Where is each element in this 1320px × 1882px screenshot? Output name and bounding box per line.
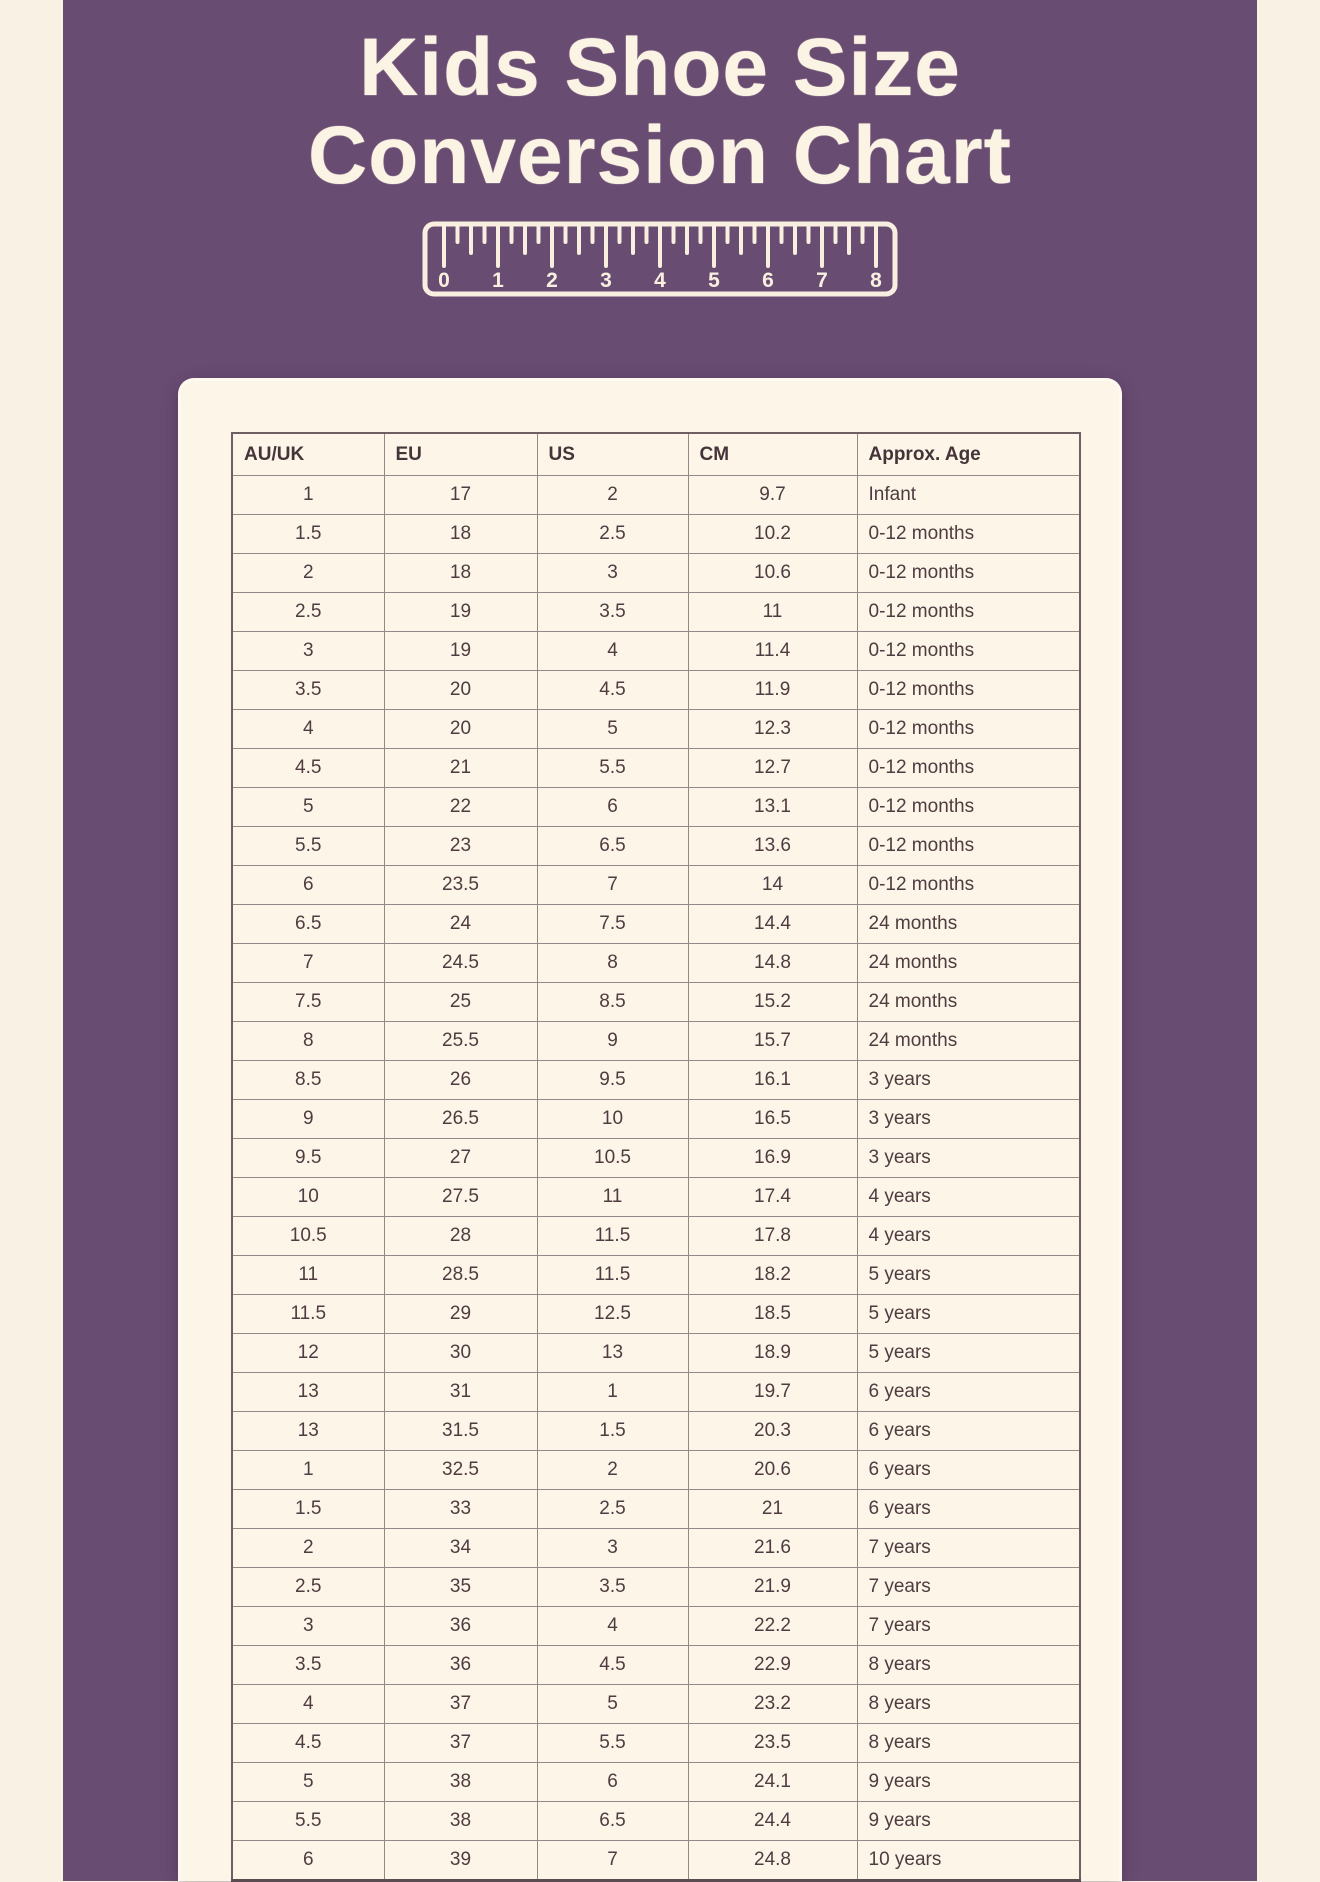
cell-cm: 24.1	[688, 1763, 857, 1802]
cell-us: 7	[537, 1841, 688, 1881]
cell-us: 3.5	[537, 1568, 688, 1607]
cell-cm: 15.2	[688, 983, 857, 1022]
cell-auuk: 10	[232, 1178, 384, 1217]
cell-eu: 29	[384, 1295, 537, 1334]
cell-cm: 20.6	[688, 1451, 857, 1490]
cell-auuk: 2	[232, 554, 384, 593]
cell-auuk: 2	[232, 1529, 384, 1568]
cell-eu: 28.5	[384, 1256, 537, 1295]
cell-us: 1	[537, 1373, 688, 1412]
cell-age: Infant	[857, 476, 1080, 515]
cell-auuk: 1.5	[232, 1490, 384, 1529]
table-row	[232, 1802, 1080, 1841]
ruler-wrap	[63, 217, 1257, 301]
cell-auuk: 4	[232, 1685, 384, 1724]
table-body	[232, 476, 1080, 1881]
cell-cm: 23.2	[688, 1685, 857, 1724]
cell-eu: 31	[384, 1373, 537, 1412]
col-header-cm: CM	[688, 433, 857, 476]
cell-eu: 38	[384, 1763, 537, 1802]
cell-auuk: 5	[232, 1763, 384, 1802]
svg-text:6: 6	[762, 269, 774, 293]
cell-cm: 21.9	[688, 1568, 857, 1607]
cell-age: 0-12 months	[857, 632, 1080, 671]
cell-us: 2	[537, 1451, 688, 1490]
cell-age: 0-12 months	[857, 554, 1080, 593]
cell-eu: 21	[384, 749, 537, 788]
cell-age: 8 years	[857, 1685, 1080, 1724]
table-row	[232, 944, 1080, 983]
cell-auuk: 8.5	[232, 1061, 384, 1100]
cell-eu: 37	[384, 1724, 537, 1763]
cell-us: 5	[537, 710, 688, 749]
cell-cm: 17.4	[688, 1178, 857, 1217]
cell-auuk: 11.5	[232, 1295, 384, 1334]
cell-cm: 23.5	[688, 1724, 857, 1763]
table-row	[232, 749, 1080, 788]
cell-us: 2.5	[537, 1490, 688, 1529]
cell-cm: 16.1	[688, 1061, 857, 1100]
cell-eu: 36	[384, 1646, 537, 1685]
cell-age: 0-12 months	[857, 671, 1080, 710]
col-header-age: Approx. Age	[857, 433, 1080, 476]
cell-us: 4	[537, 1607, 688, 1646]
cell-us: 12.5	[537, 1295, 688, 1334]
cell-age: 9 years	[857, 1802, 1080, 1841]
cell-age: 5 years	[857, 1295, 1080, 1334]
cell-cm: 21.6	[688, 1529, 857, 1568]
cell-age: 0-12 months	[857, 827, 1080, 866]
cell-us: 3	[537, 554, 688, 593]
cell-cm: 15.7	[688, 1022, 857, 1061]
cell-auuk: 4.5	[232, 1724, 384, 1763]
cell-us: 9	[537, 1022, 688, 1061]
cell-us: 8	[537, 944, 688, 983]
cell-auuk: 12	[232, 1334, 384, 1373]
cell-auuk: 13	[232, 1373, 384, 1412]
cell-us: 2	[537, 476, 688, 515]
table-row	[232, 1412, 1080, 1451]
table-row	[232, 788, 1080, 827]
cell-cm: 18.9	[688, 1334, 857, 1373]
cell-auuk: 7	[232, 944, 384, 983]
cell-cm: 13.1	[688, 788, 857, 827]
cell-eu: 25	[384, 983, 537, 1022]
cell-eu: 33	[384, 1490, 537, 1529]
table-row	[232, 1217, 1080, 1256]
table-row	[232, 1607, 1080, 1646]
cell-age: 0-12 months	[857, 749, 1080, 788]
cell-age: 9 years	[857, 1763, 1080, 1802]
cell-cm: 22.9	[688, 1646, 857, 1685]
cell-eu: 28	[384, 1217, 537, 1256]
table-row	[232, 476, 1080, 515]
cell-age: 0-12 months	[857, 710, 1080, 749]
cell-age: 6 years	[857, 1451, 1080, 1490]
conversion-table	[231, 432, 1081, 1882]
table-row	[232, 1178, 1080, 1217]
col-header-eu: EU	[384, 433, 537, 476]
cell-age: 5 years	[857, 1256, 1080, 1295]
cell-us: 6.5	[537, 827, 688, 866]
cell-us: 3	[537, 1529, 688, 1568]
cell-cm: 11	[688, 593, 857, 632]
cell-eu: 27	[384, 1139, 537, 1178]
cell-eu: 23.5	[384, 866, 537, 905]
cell-us: 2.5	[537, 515, 688, 554]
cell-eu: 30	[384, 1334, 537, 1373]
cell-cm: 24.4	[688, 1802, 857, 1841]
table-row	[232, 1529, 1080, 1568]
cell-auuk: 4.5	[232, 749, 384, 788]
svg-text:2: 2	[546, 269, 558, 293]
cell-cm: 21	[688, 1490, 857, 1529]
cell-cm: 22.2	[688, 1607, 857, 1646]
cell-age: 24 months	[857, 905, 1080, 944]
cell-age: 8 years	[857, 1646, 1080, 1685]
cell-auuk: 11	[232, 1256, 384, 1295]
ruler-icon	[420, 217, 900, 301]
cell-cm: 16.9	[688, 1139, 857, 1178]
table-row	[232, 1568, 1080, 1607]
cell-auuk: 3.5	[232, 671, 384, 710]
table-row	[232, 983, 1080, 1022]
cell-eu: 37	[384, 1685, 537, 1724]
cell-auuk: 6.5	[232, 905, 384, 944]
cell-cm: 17.8	[688, 1217, 857, 1256]
cell-eu: 39	[384, 1841, 537, 1881]
cell-auuk: 8	[232, 1022, 384, 1061]
col-header-us: US	[537, 433, 688, 476]
cell-eu: 18	[384, 515, 537, 554]
table-row	[232, 710, 1080, 749]
cell-cm: 12.3	[688, 710, 857, 749]
cell-cm: 16.5	[688, 1100, 857, 1139]
cell-us: 11.5	[537, 1217, 688, 1256]
cell-us: 6	[537, 1763, 688, 1802]
cell-age: 3 years	[857, 1100, 1080, 1139]
table-row	[232, 593, 1080, 632]
cell-auuk: 6	[232, 866, 384, 905]
table-row	[232, 1100, 1080, 1139]
cell-eu: 35	[384, 1568, 537, 1607]
cell-cm: 11.4	[688, 632, 857, 671]
cell-cm: 11.9	[688, 671, 857, 710]
cell-us: 8.5	[537, 983, 688, 1022]
cell-us: 10.5	[537, 1139, 688, 1178]
cell-cm: 24.8	[688, 1841, 857, 1881]
cell-eu: 22	[384, 788, 537, 827]
cell-auuk: 5	[232, 788, 384, 827]
cell-cm: 14.8	[688, 944, 857, 983]
cell-auuk: 3	[232, 632, 384, 671]
cell-age: 4 years	[857, 1217, 1080, 1256]
cell-cm: 10.2	[688, 515, 857, 554]
col-header-auuk: AU/UK	[232, 433, 384, 476]
table-row	[232, 515, 1080, 554]
cell-auuk: 10.5	[232, 1217, 384, 1256]
table-row	[232, 1646, 1080, 1685]
cell-age: 7 years	[857, 1568, 1080, 1607]
svg-text:5: 5	[708, 269, 720, 293]
table-row	[232, 1685, 1080, 1724]
cell-cm: 20.3	[688, 1412, 857, 1451]
cell-auuk: 1	[232, 476, 384, 515]
cell-auuk: 3	[232, 1607, 384, 1646]
cell-us: 4.5	[537, 1646, 688, 1685]
page-title-line1: Kids Shoe Size	[359, 22, 961, 113]
cell-age: 3 years	[857, 1061, 1080, 1100]
cell-us: 1.5	[537, 1412, 688, 1451]
cell-age: 6 years	[857, 1490, 1080, 1529]
cell-eu: 18	[384, 554, 537, 593]
table-row	[232, 1061, 1080, 1100]
table-row	[232, 632, 1080, 671]
cell-us: 10	[537, 1100, 688, 1139]
cell-eu: 20	[384, 710, 537, 749]
cell-auuk: 5.5	[232, 1802, 384, 1841]
svg-text:8: 8	[870, 269, 882, 293]
cell-cm: 13.6	[688, 827, 857, 866]
cell-age: 0-12 months	[857, 788, 1080, 827]
cell-cm: 19.7	[688, 1373, 857, 1412]
cell-eu: 26.5	[384, 1100, 537, 1139]
cell-auuk: 4	[232, 710, 384, 749]
cell-cm: 18.5	[688, 1295, 857, 1334]
cell-cm: 9.7	[688, 476, 857, 515]
cell-auuk: 2.5	[232, 593, 384, 632]
cell-age: 6 years	[857, 1373, 1080, 1412]
table-row	[232, 554, 1080, 593]
cell-us: 7.5	[537, 905, 688, 944]
ruler-numbers	[438, 269, 882, 292]
cell-cm: 18.2	[688, 1256, 857, 1295]
cell-age: 10 years	[857, 1841, 1080, 1881]
table-row	[232, 1451, 1080, 1490]
cell-us: 9.5	[537, 1061, 688, 1100]
table-head	[232, 433, 1080, 476]
cell-cm: 10.6	[688, 554, 857, 593]
table-row	[232, 1256, 1080, 1295]
table-row	[232, 1841, 1080, 1881]
svg-text:3: 3	[600, 269, 612, 293]
cell-auuk: 7.5	[232, 983, 384, 1022]
cell-age: 24 months	[857, 1022, 1080, 1061]
cell-eu: 31.5	[384, 1412, 537, 1451]
cell-eu: 24.5	[384, 944, 537, 983]
cell-us: 5.5	[537, 749, 688, 788]
table-row	[232, 1295, 1080, 1334]
table-row	[232, 905, 1080, 944]
page-title-line2: Conversion Chart	[308, 109, 1012, 201]
cell-us: 4.5	[537, 671, 688, 710]
table-row	[232, 1763, 1080, 1802]
cell-cm: 12.7	[688, 749, 857, 788]
table-row	[232, 1724, 1080, 1763]
cell-eu: 27.5	[384, 1178, 537, 1217]
cell-age: 7 years	[857, 1607, 1080, 1646]
table-row	[232, 671, 1080, 710]
cell-auuk: 9	[232, 1100, 384, 1139]
cell-us: 7	[537, 866, 688, 905]
cell-eu: 34	[384, 1529, 537, 1568]
cell-eu: 38	[384, 1802, 537, 1841]
page-title	[63, 0, 1257, 199]
table-row	[232, 1334, 1080, 1373]
table-row	[232, 827, 1080, 866]
cell-age: 5 years	[857, 1334, 1080, 1373]
cell-age: 24 months	[857, 983, 1080, 1022]
table-row	[232, 1373, 1080, 1412]
cell-eu: 26	[384, 1061, 537, 1100]
cell-auuk: 6	[232, 1841, 384, 1881]
cell-age: 4 years	[857, 1178, 1080, 1217]
cell-us: 13	[537, 1334, 688, 1373]
cell-us: 11.5	[537, 1256, 688, 1295]
cell-eu: 24	[384, 905, 537, 944]
cell-age: 6 years	[857, 1412, 1080, 1451]
table-row	[232, 866, 1080, 905]
cell-eu: 20	[384, 671, 537, 710]
svg-text:7: 7	[816, 269, 828, 293]
table-row	[232, 1490, 1080, 1529]
cell-us: 4	[537, 632, 688, 671]
cell-auuk: 5.5	[232, 827, 384, 866]
cell-auuk: 2.5	[232, 1568, 384, 1607]
cell-us: 6	[537, 788, 688, 827]
cell-cm: 14	[688, 866, 857, 905]
svg-text:1: 1	[492, 269, 504, 293]
cell-us: 6.5	[537, 1802, 688, 1841]
cell-age: 24 months	[857, 944, 1080, 983]
cell-eu: 19	[384, 593, 537, 632]
cell-us: 3.5	[537, 593, 688, 632]
cell-auuk: 1.5	[232, 515, 384, 554]
cell-age: 0-12 months	[857, 515, 1080, 554]
table-row	[232, 1139, 1080, 1178]
cell-eu: 17	[384, 476, 537, 515]
cell-auuk: 1	[232, 1451, 384, 1490]
cell-auuk: 9.5	[232, 1139, 384, 1178]
cell-age: 8 years	[857, 1724, 1080, 1763]
cell-age: 0-12 months	[857, 593, 1080, 632]
ruler-ticks	[444, 226, 876, 266]
cell-eu: 23	[384, 827, 537, 866]
cell-eu: 25.5	[384, 1022, 537, 1061]
cell-eu: 19	[384, 632, 537, 671]
header-row	[232, 433, 1080, 476]
cell-us: 11	[537, 1178, 688, 1217]
cell-us: 5.5	[537, 1724, 688, 1763]
cell-age: 0-12 months	[857, 866, 1080, 905]
table-row	[232, 1022, 1080, 1061]
cell-age: 7 years	[857, 1529, 1080, 1568]
chart-card	[178, 378, 1122, 1881]
cell-us: 5	[537, 1685, 688, 1724]
cell-eu: 36	[384, 1607, 537, 1646]
svg-text:4: 4	[654, 269, 666, 293]
cell-cm: 14.4	[688, 905, 857, 944]
cell-age: 3 years	[857, 1139, 1080, 1178]
cell-eu: 32.5	[384, 1451, 537, 1490]
cell-auuk: 13	[232, 1412, 384, 1451]
cell-auuk: 3.5	[232, 1646, 384, 1685]
svg-text:0: 0	[438, 269, 450, 293]
